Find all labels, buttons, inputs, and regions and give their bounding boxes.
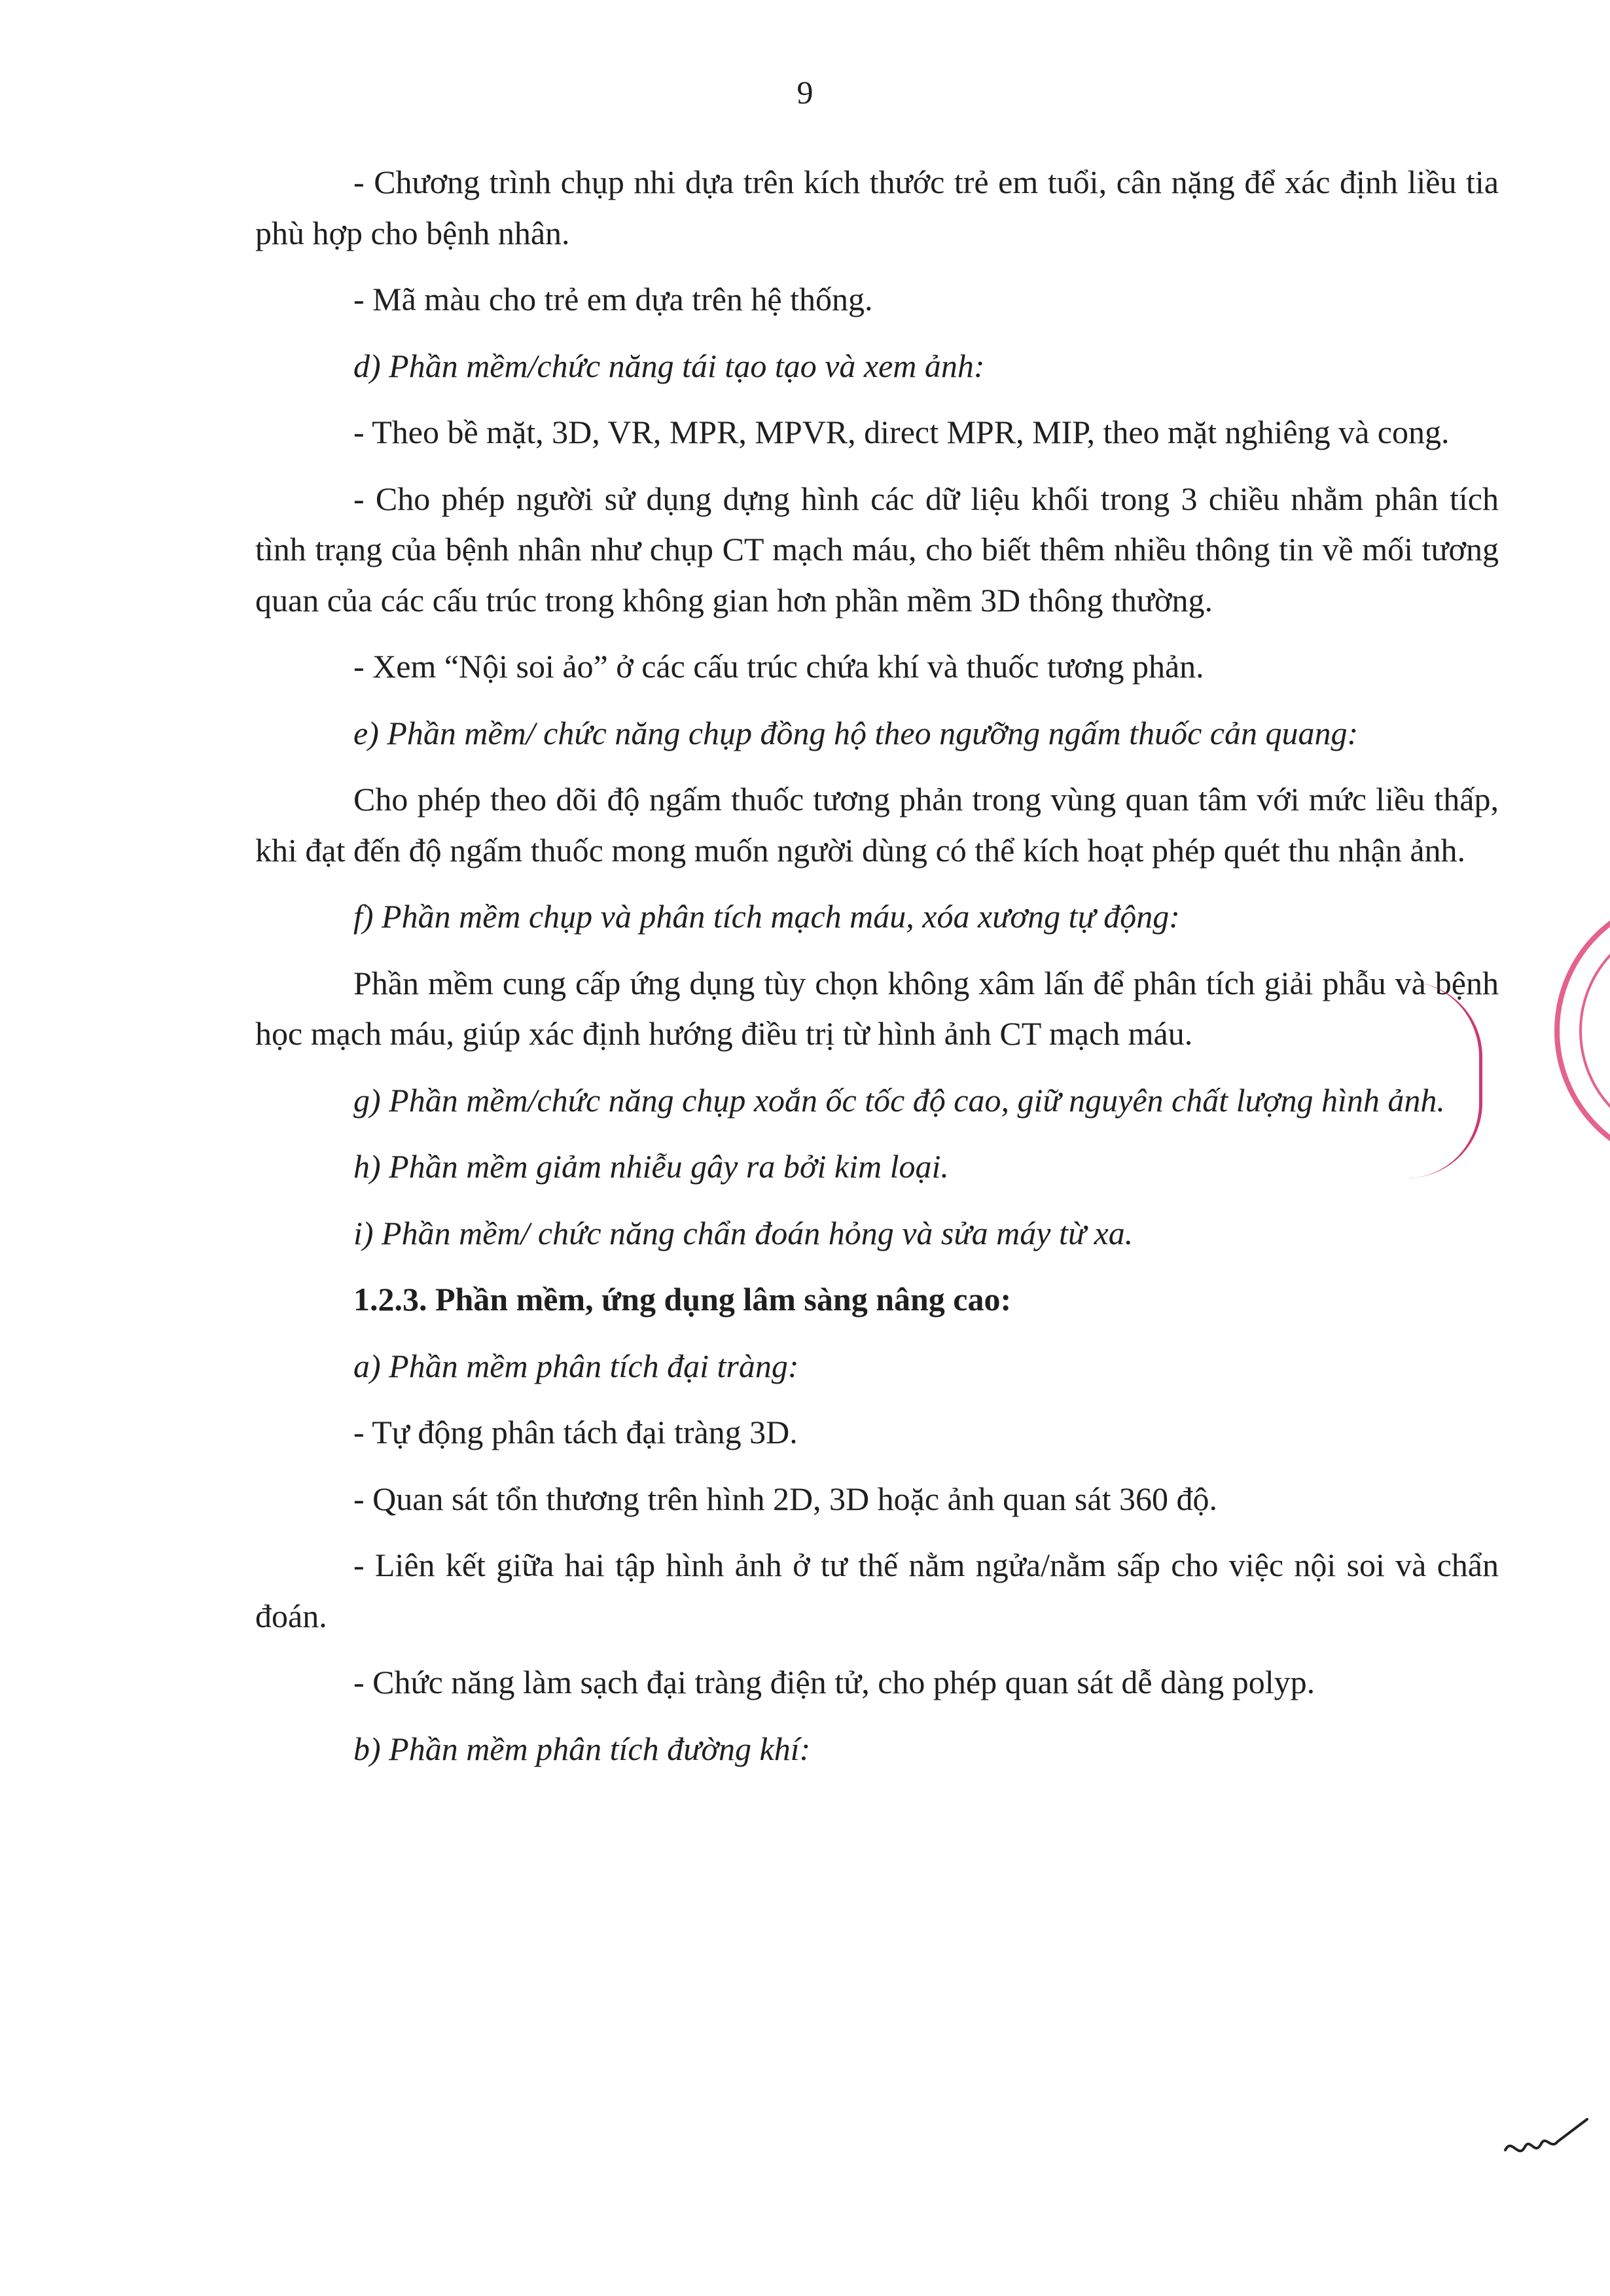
paragraph: - Tự động phân tách đại tràng 3D. xyxy=(353,1414,798,1450)
section-heading: f) Phần mềm chụp và phân tích mạch máu, xóa xương tự động: xyxy=(353,898,1180,935)
paragraph: - Liên kết giữa hai tập hình ảnh ở tư thế nằm ngửa/nằm sấp cho việc nội soi và chẩn đoán. xyxy=(255,1547,1499,1634)
paragraph: Cho phép theo dõi độ ngấm thuốc tương phản trong vùng quan tâm với mức liều thấp, khi đạt đến độ ngấm thuốc mong muốn người dùng có thể kích hoạt phép quét thu nhận ảnh. xyxy=(255,781,1499,869)
section-heading: b) Phần mềm phân tích đường khí: xyxy=(353,1730,811,1767)
section-heading: a) Phần mềm phân tích đại tràng: xyxy=(353,1347,799,1384)
paragraph: - Chức năng làm sạch đại tràng điện tử, cho phép quan sát dễ dàng polyp. xyxy=(353,1664,1315,1700)
section-heading: g) Phần mềm/chức năng chụp xoắn ốc tốc độ cao, giữ nguyên chất lượng hình ảnh. xyxy=(353,1081,1445,1119)
section-heading: h) Phần mềm giảm nhiễu gây ra bởi kim loại. xyxy=(353,1148,949,1185)
red-stamp-fragment xyxy=(1554,893,1610,1168)
numbered-heading: 1.2.3. Phần mềm, ứng dụng lâm sàng nâng cao: xyxy=(353,1281,1012,1318)
paragraph: - Quan sát tổn thương trên hình 2D, 3D hoặc ảnh quan sát 360 độ. xyxy=(353,1480,1217,1517)
paragraph: - Chương trình chụp nhi dựa trên kích thước trẻ em tuổi, cân nặng để xác định liều tia phù hợp cho bệnh nhân. xyxy=(255,164,1499,251)
paragraph: - Cho phép người sử dụng dựng hình các dữ liệu khối trong 3 chiều nhằm phân tích tình trạng của bệnh nhân như chụp CT mạch máu, cho biết thêm nhiều thông tin về mối tương quan của các cấu trúc trong không gian hơn phần mềm 3D thông thường. xyxy=(255,480,1499,619)
document-body xyxy=(255,157,1499,1790)
page-number: 9 xyxy=(796,74,814,111)
paragraph: - Theo bề mặt, 3D, VR, MPR, MPVR, direct MPR, MIP, theo mặt nghiêng và cong. xyxy=(353,414,1450,450)
paragraph: Phần mềm cung cấp ứng dụng tùy chọn không xâm lấn để phân tích giải phẫu và bệnh học mạch máu, giúp xác định hướng điều trị từ hình ảnh CT mạch máu. xyxy=(255,964,1499,1052)
section-heading: e) Phần mềm/ chức năng chụp đồng hộ theo ngưỡng ngấm thuốc cản quang: xyxy=(353,714,1359,751)
paragraph: - Mã màu cho trẻ em dựa trên hệ thống. xyxy=(353,281,873,317)
section-heading: i) Phần mềm/ chức năng chẩn đoán hỏng và sửa máy từ xa. xyxy=(353,1214,1134,1251)
section-heading: d) Phần mềm/chức năng tái tạo tạo và xem ảnh: xyxy=(353,347,985,384)
paragraph: - Xem “Nội soi ảo” ở các cấu trúc chứa khí và thuốc tương phản. xyxy=(353,648,1204,685)
initials-signature xyxy=(1499,2114,1590,2166)
